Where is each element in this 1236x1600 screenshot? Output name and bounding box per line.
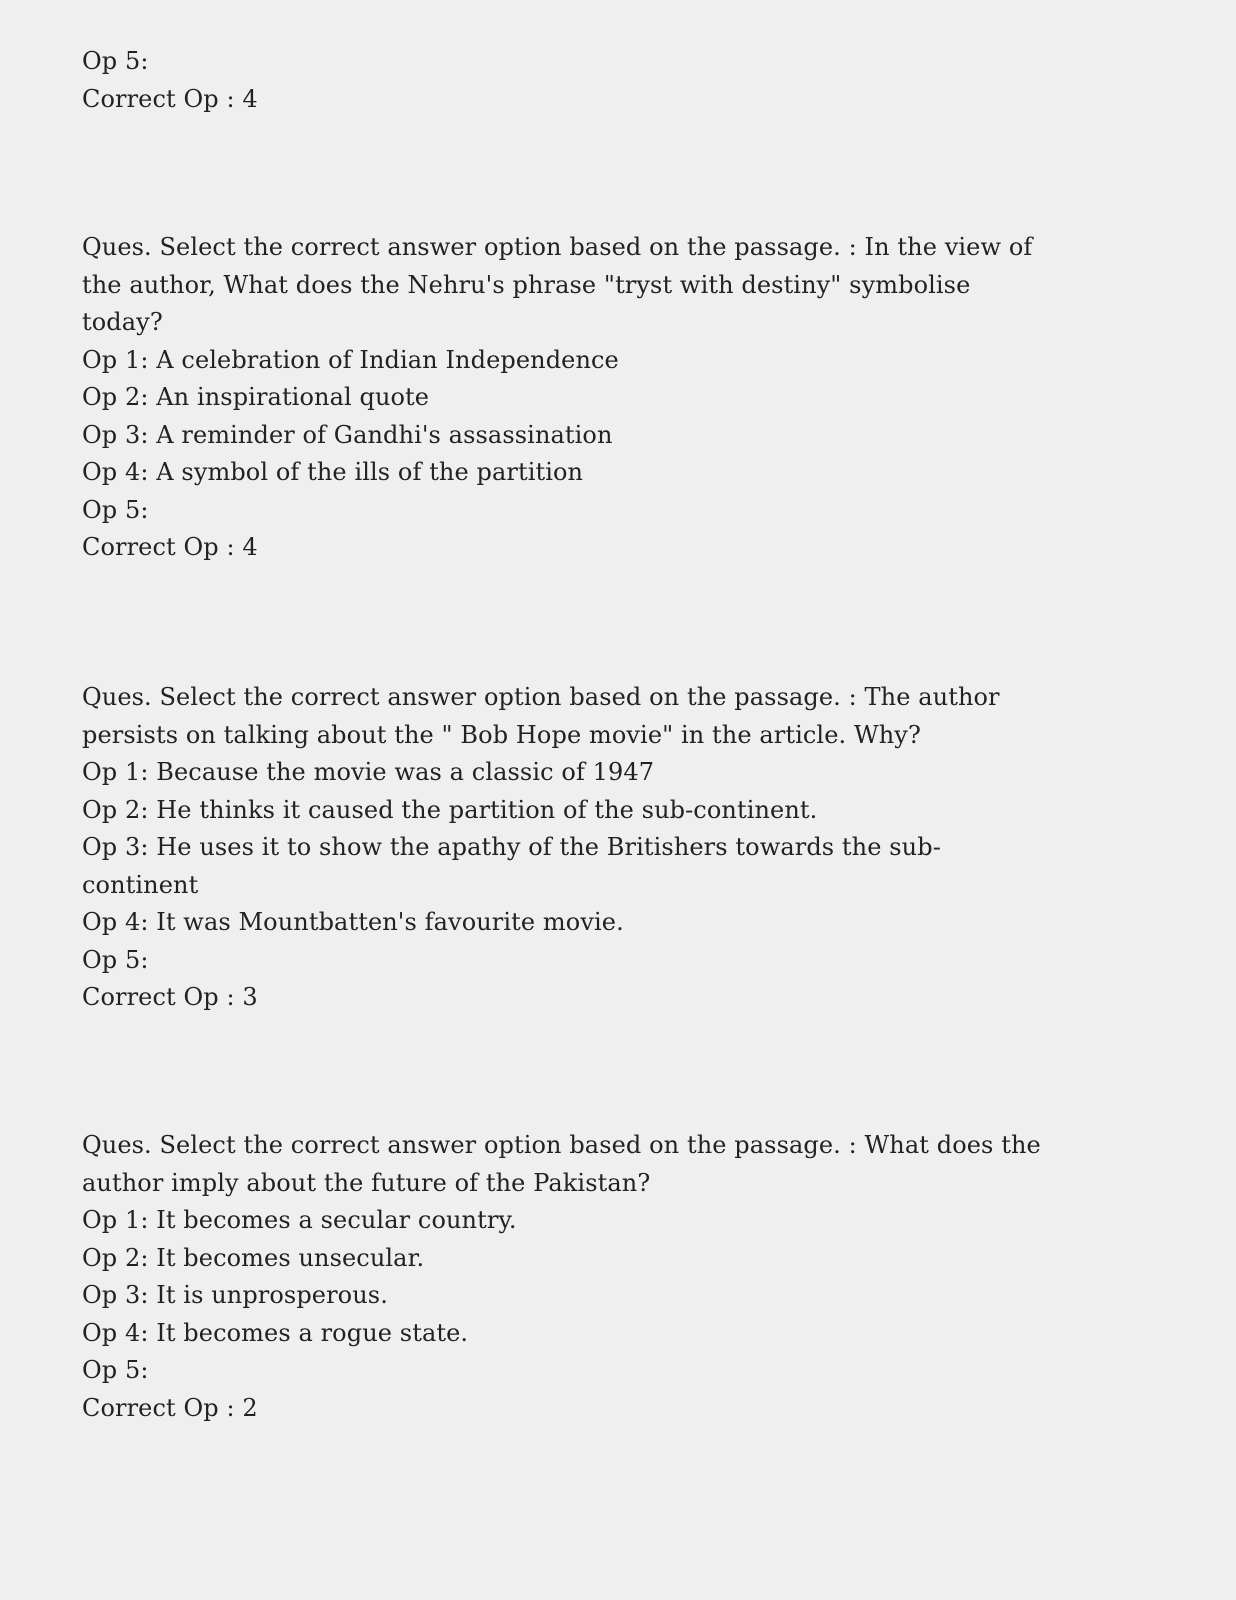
text-line: Op 5: (82, 495, 149, 524)
question-block-1 (82, 229, 1032, 567)
question-block-3 (82, 1127, 1041, 1427)
text-line: Op 2: It becomes unsecular. (82, 1243, 425, 1272)
text-line: Ques. Select the correct answer option based on the passage. : What does the (82, 1131, 1041, 1159)
text-line: Correct Op : 4 (82, 533, 258, 561)
text-line: Op 5: (82, 47, 149, 75)
text-line: Ques. Select the correct answer option based on the passage. : In the view of (82, 233, 1033, 261)
text-line: Op 2: An inspirational quote (82, 383, 430, 411)
text-line: Correct Op : 2 (82, 1393, 258, 1422)
text-line: Op 3: It is unprosperous. (82, 1281, 388, 1309)
text-line: Op 4: It becomes a rogue state. (82, 1318, 469, 1347)
text-line: Correct Op : 4 (82, 84, 258, 113)
text-line: Op 4: A symbol of the ills of the partition (82, 458, 584, 486)
text-line: Op 1: Because the movie was a classic of 1947 (82, 758, 655, 786)
text-line: author imply about the future of the Pakistan? (82, 1168, 651, 1197)
text-line: Op 4: It was Mountbatten's favourite movie. (82, 908, 624, 936)
text-line: Op 3: A reminder of Gandhi's assassination (82, 420, 613, 449)
text-line: Op 5: (82, 945, 149, 974)
text-line: Op 3: He uses it to show the apathy of the Britishers towards the sub- (82, 833, 941, 861)
question-block-continued (82, 43, 258, 118)
text-line: Op 1: It becomes a secular country. (82, 1206, 517, 1234)
text-line: Op 5: (82, 1356, 149, 1384)
text-line: Op 2: He thinks it caused the partition of the sub-continent. (82, 795, 818, 824)
text-line: persists on talking about the " Bob Hope movie" in the article. Why? (82, 720, 921, 749)
text-line: today? (82, 308, 163, 336)
text-line: continent (82, 870, 199, 899)
text-line: Correct Op : 3 (82, 983, 258, 1011)
text-line: the author, What does the Nehru's phrase "tryst with destiny" symbolise (82, 270, 971, 299)
text-line: Op 1: A celebration of Indian Independence (82, 345, 619, 374)
question-block-2 (82, 679, 1000, 1017)
text-line: Ques. Select the correct answer option based on the passage. : The author (82, 683, 1000, 711)
